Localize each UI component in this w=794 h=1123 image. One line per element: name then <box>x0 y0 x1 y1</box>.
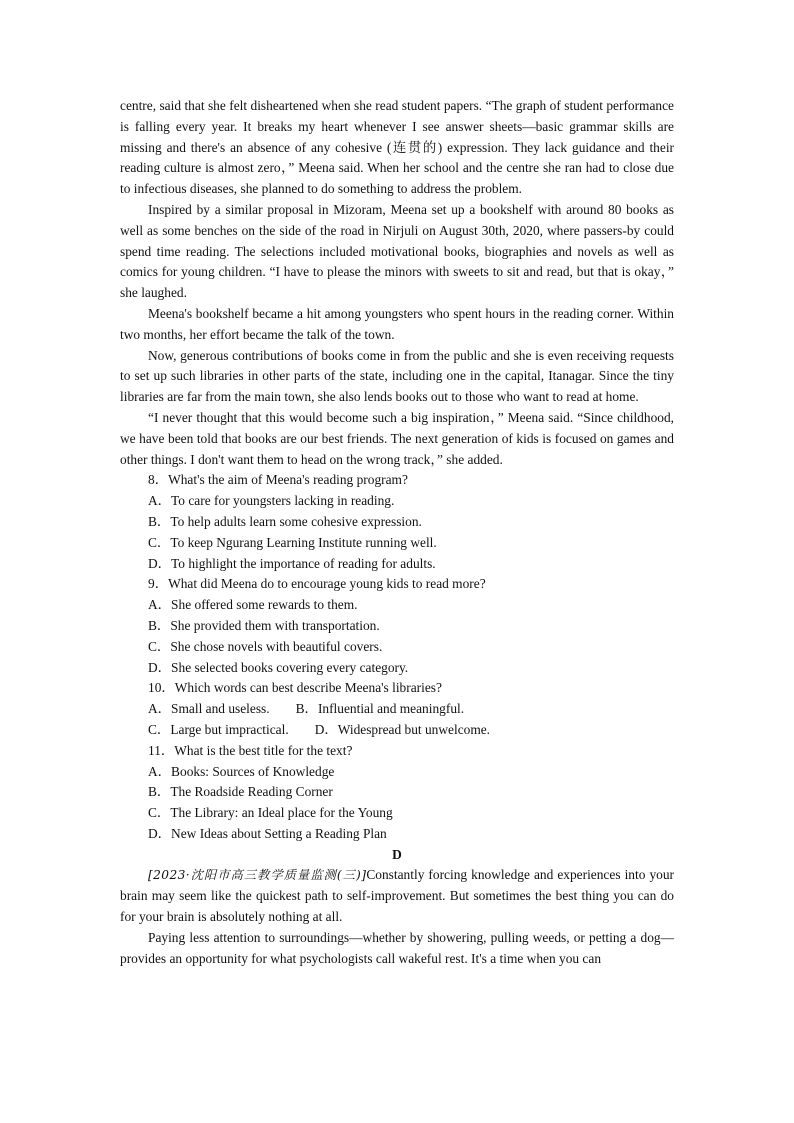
passage-c-paragraph-1: centre, said that she felt disheartened when she read student papers. “The graph of student performance is falling every year. It breaks my heart whenever I see answer sheets—basic grammar skills are missing and there's an absence of any cohesive (连贯的) expression. They lack guidance and their reading culture is almost zero，” Meena said. When her school and the centre she ran had to close due to infectious diseases, she planned to do something to address the problem. <box>120 98 674 197</box>
option-a: A．To care for youngsters lacking in reading. <box>148 493 395 509</box>
question-11 <box>120 741 674 845</box>
option-d: D．She selected books covering every category. <box>148 659 409 675</box>
option-b: B．She provided them with transportation. <box>148 617 380 633</box>
option-row-ab <box>120 699 674 720</box>
option-b: B．To help adults learn some cohesive expression. <box>148 513 422 529</box>
question-stem: 8．What's the aim of Meena's reading program? <box>148 472 408 488</box>
passage-c-paragraph-5: “I never thought that this would become such a big inspiration，” Meena said. “Since childhood, we have been told that books are our best friends. The next generation of kids is focused on games and other things. I don't want them to head on the wrong track，” she added. <box>120 409 674 467</box>
passage-d-paragraph-2: Paying less attention to surroundings—whether by showering, pulling weeds, or petting a dog—provides an opportunity for what psychologists call wakeful rest. It's a time when you can <box>120 929 674 966</box>
question-stem: 11．What is the best title for the text? <box>148 742 353 758</box>
option-b: B．Influential and meaningful. <box>295 701 465 717</box>
question-stem: 9．What did Meena do to encourage young kids to read more? <box>148 576 486 592</box>
option-row-cd <box>120 720 674 741</box>
passage-c-paragraph-2: Inspired by a similar proposal in Mizoram, Meena set up a bookshelf with around 80 books as well as some benches on the side of the road in Nirjuli on August 30th, 2020, where passers-by could spend time reading. The selections included motivational books, biographies and novels as well as comics for young children. “I have to please the minors with sweets to sit and read, but that is okay，” she laughed. <box>120 201 674 301</box>
option-d: D．Widespread but unwelcome. <box>314 721 491 737</box>
option-d: D．To highlight the importance of reading for adults. <box>148 555 436 571</box>
option-c: C．Large but impractical. <box>148 721 289 737</box>
question-10 <box>120 678 674 740</box>
question-8 <box>120 470 674 574</box>
option-a: A．Small and useless. <box>148 701 270 717</box>
option-c: C．To keep Ngurang Learning Institute running well. <box>148 534 437 550</box>
passage-d-paragraph-1-text: Constantly forcing knowledge and experiences into your brain may seem like the quickest path to self-improvement. But sometimes the best thing you can do for your brain is absolutely nothing at all. <box>120 867 674 925</box>
option-c: C．The Library: an Ideal place for the Young <box>148 805 393 821</box>
option-a: A．She offered some rewards to them. <box>148 597 358 613</box>
option-a: A．Books: Sources of Knowledge <box>148 763 335 779</box>
option-b: B．The Roadside Reading Corner <box>148 784 333 800</box>
passage-c-paragraph-3: Meena's bookshelf became a hit among youngsters who spent hours in the reading corner. Within two months, her effort became the talk of the town. <box>120 305 674 342</box>
option-c: C．She chose novels with beautiful covers. <box>148 638 383 654</box>
question-stem: 10．Which words can best describe Meena's libraries? <box>148 680 442 696</box>
document-page <box>120 96 674 969</box>
passage-c-paragraph-4: Now, generous contributions of books come in from the public and she is even receiving requests to set up such libraries in other parts of the state, including one in the capital, Itanagar. Since the tiny libraries are far from the main town, she also lends books out to those who want to read at home. <box>120 347 674 405</box>
exam-source-label: [2023·沈阳市高三教学质量监测(三)] <box>148 868 367 883</box>
question-9 <box>120 574 674 678</box>
passage-d-paragraph-1 <box>120 865 674 927</box>
passage-d-heading: D <box>392 846 402 862</box>
option-d: D．New Ideas about Setting a Reading Plan <box>148 825 387 841</box>
